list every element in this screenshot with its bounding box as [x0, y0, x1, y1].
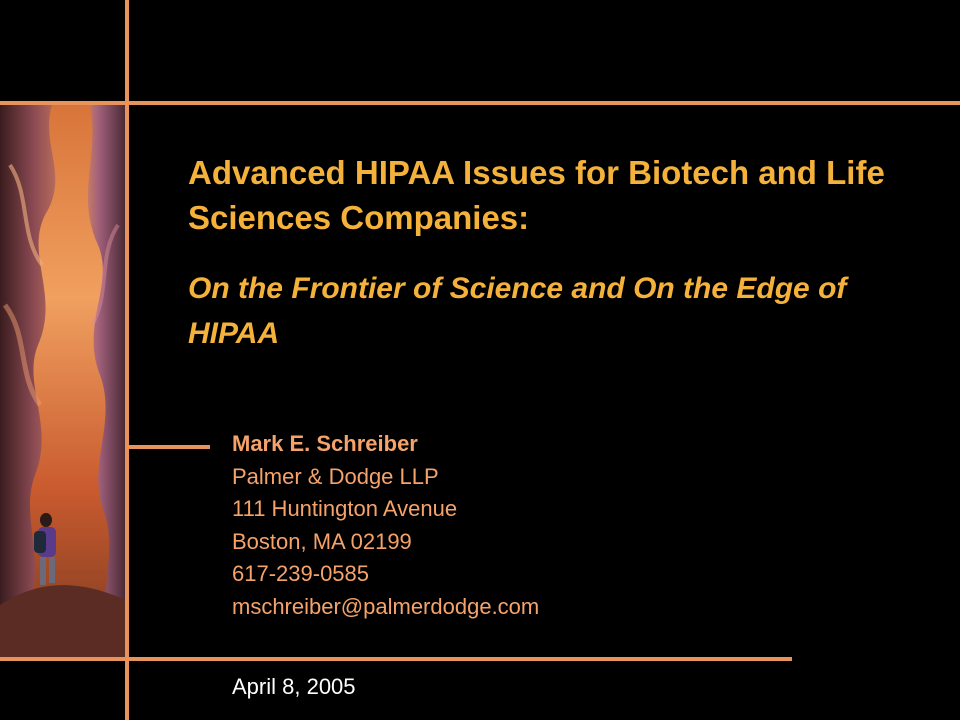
canyon-photo	[0, 105, 125, 657]
presenter-city: Boston, MA 02199	[232, 528, 412, 554]
presenter-name: Mark E. Schreiber	[232, 431, 418, 456]
presenter-email: mschreiber@palmerdodge.com	[232, 593, 540, 619]
presenter-contact	[232, 428, 539, 623]
top-rule	[0, 101, 960, 105]
presenter-phone: 617-239-0585	[232, 561, 370, 586]
presenter-rule	[128, 445, 210, 449]
presentation-date: April 8, 2005	[232, 674, 356, 699]
bottom-rule	[0, 657, 792, 661]
presenter-firm: Palmer & Dodge LLP	[232, 463, 439, 489]
slide-title: Advanced HIPAA Issues for Biotech and Life Sciences Companies:	[188, 154, 885, 236]
slide-subtitle: On the Frontier of Science and On the Edge of HIPAA	[188, 272, 847, 350]
presenter-street: 111 Huntington Avenue	[232, 496, 458, 521]
vertical-rule	[125, 0, 129, 720]
